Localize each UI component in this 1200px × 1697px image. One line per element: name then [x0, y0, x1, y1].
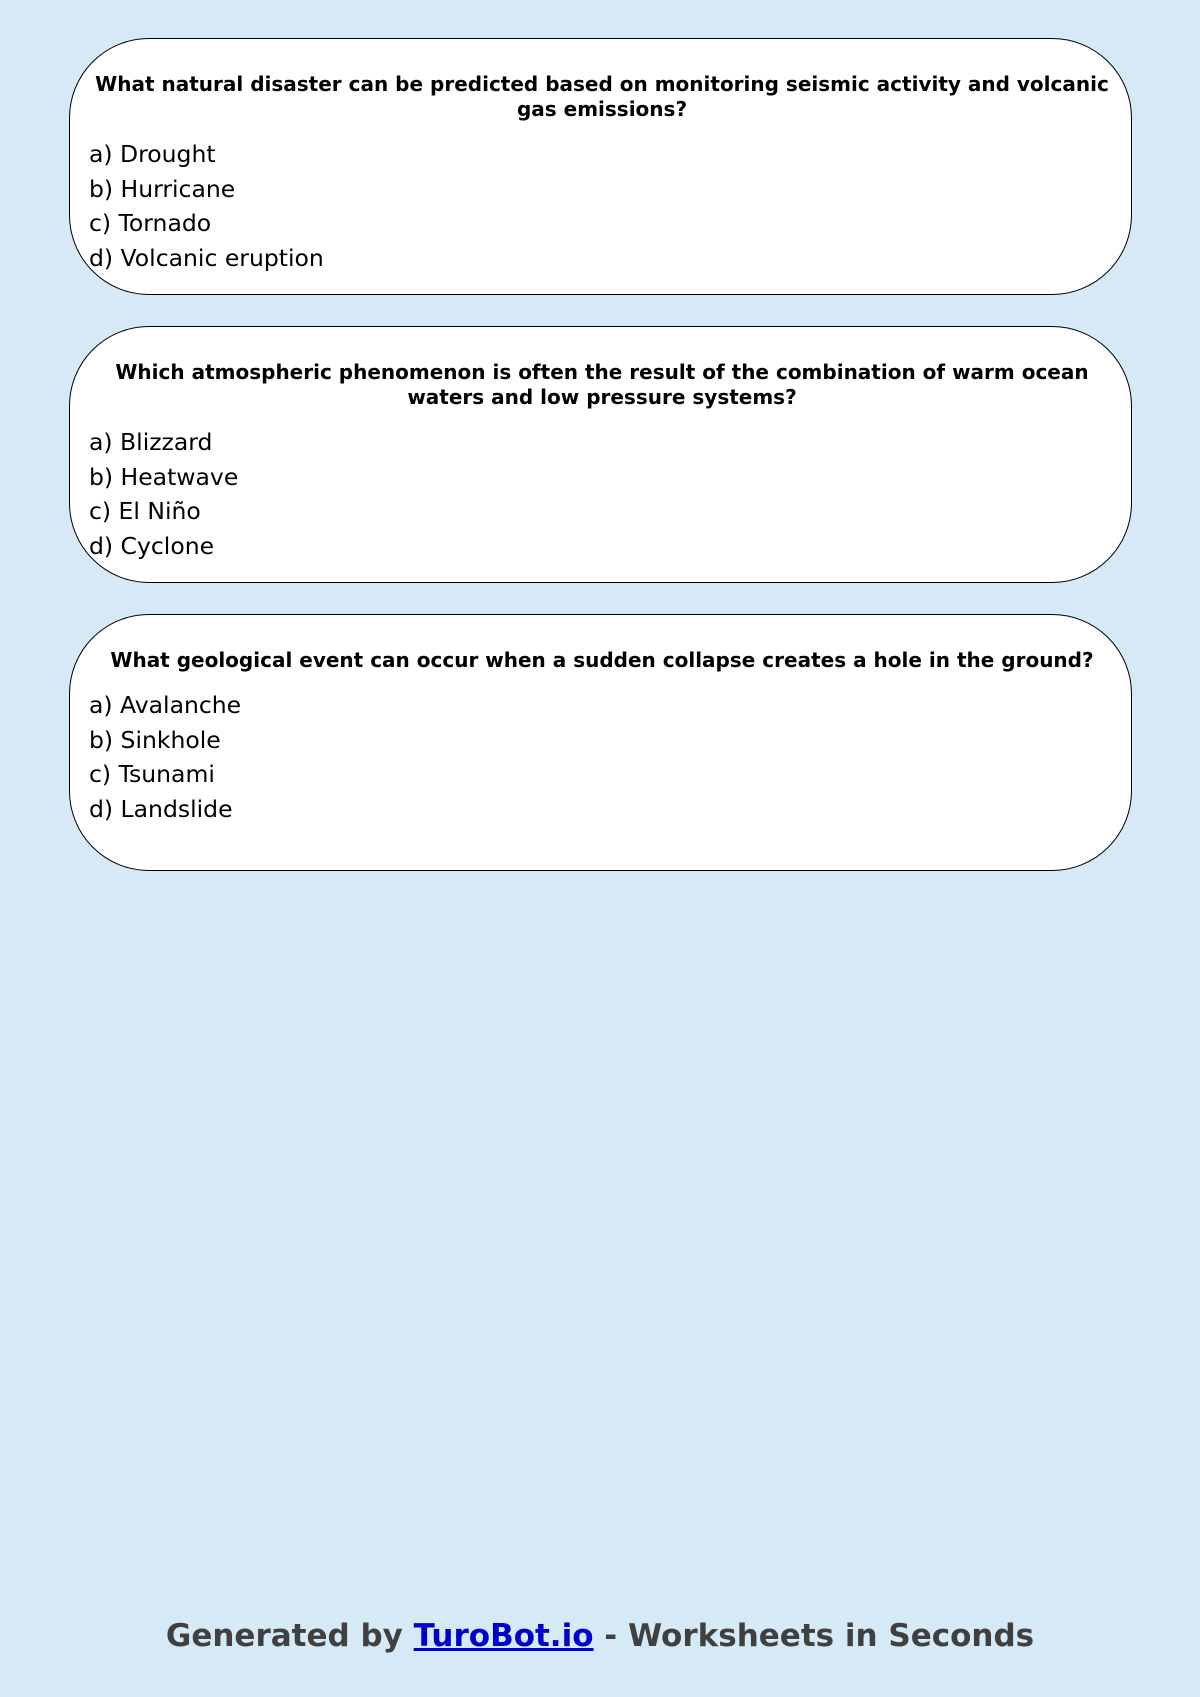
answer-option-a: a) Blizzard — [89, 428, 213, 456]
turobot-link[interactable]: TuroBot.io — [413, 1618, 594, 1654]
answer-option-d: d) Landslide — [89, 794, 233, 823]
answer-option-c: c) Tsunami — [89, 760, 215, 788]
question-text: What natural disaster can be predicted based on monitoring seismic activity and volcanic gas emissions? — [95, 72, 1109, 121]
answer-options — [89, 688, 1115, 826]
answer-option-b: b) Heatwave — [89, 462, 239, 491]
answer-option-c: c) Tornado — [89, 209, 212, 237]
answer-option-c: c) El Niño — [89, 497, 201, 525]
answer-options — [89, 137, 1115, 275]
question-list — [69, 38, 1132, 902]
footer-suffix: - Worksheets in Seconds — [593, 1618, 1035, 1654]
question-text: What geological event can occur when a sudden collapse creates a hole in the ground? — [110, 648, 1094, 672]
question-text: Which atmospheric phenomenon is often the result of the combination of warm ocean waters and low pressure systems? — [115, 360, 1089, 409]
question-card-3 — [69, 614, 1132, 871]
question-card-1 — [69, 38, 1132, 295]
footer-credit — [0, 1616, 1200, 1656]
question-card-2 — [69, 326, 1132, 583]
answer-option-d: d) Cyclone — [89, 531, 215, 560]
footer-prefix: Generated by — [165, 1618, 414, 1654]
answer-option-b: b) Hurricane — [89, 174, 236, 203]
answer-option-d: d) Volcanic eruption — [89, 243, 324, 272]
answer-option-a: a) Drought — [89, 140, 216, 168]
answer-options — [89, 425, 1115, 563]
answer-option-b: b) Sinkhole — [89, 725, 221, 754]
answer-option-a: a) Avalanche — [89, 691, 242, 719]
